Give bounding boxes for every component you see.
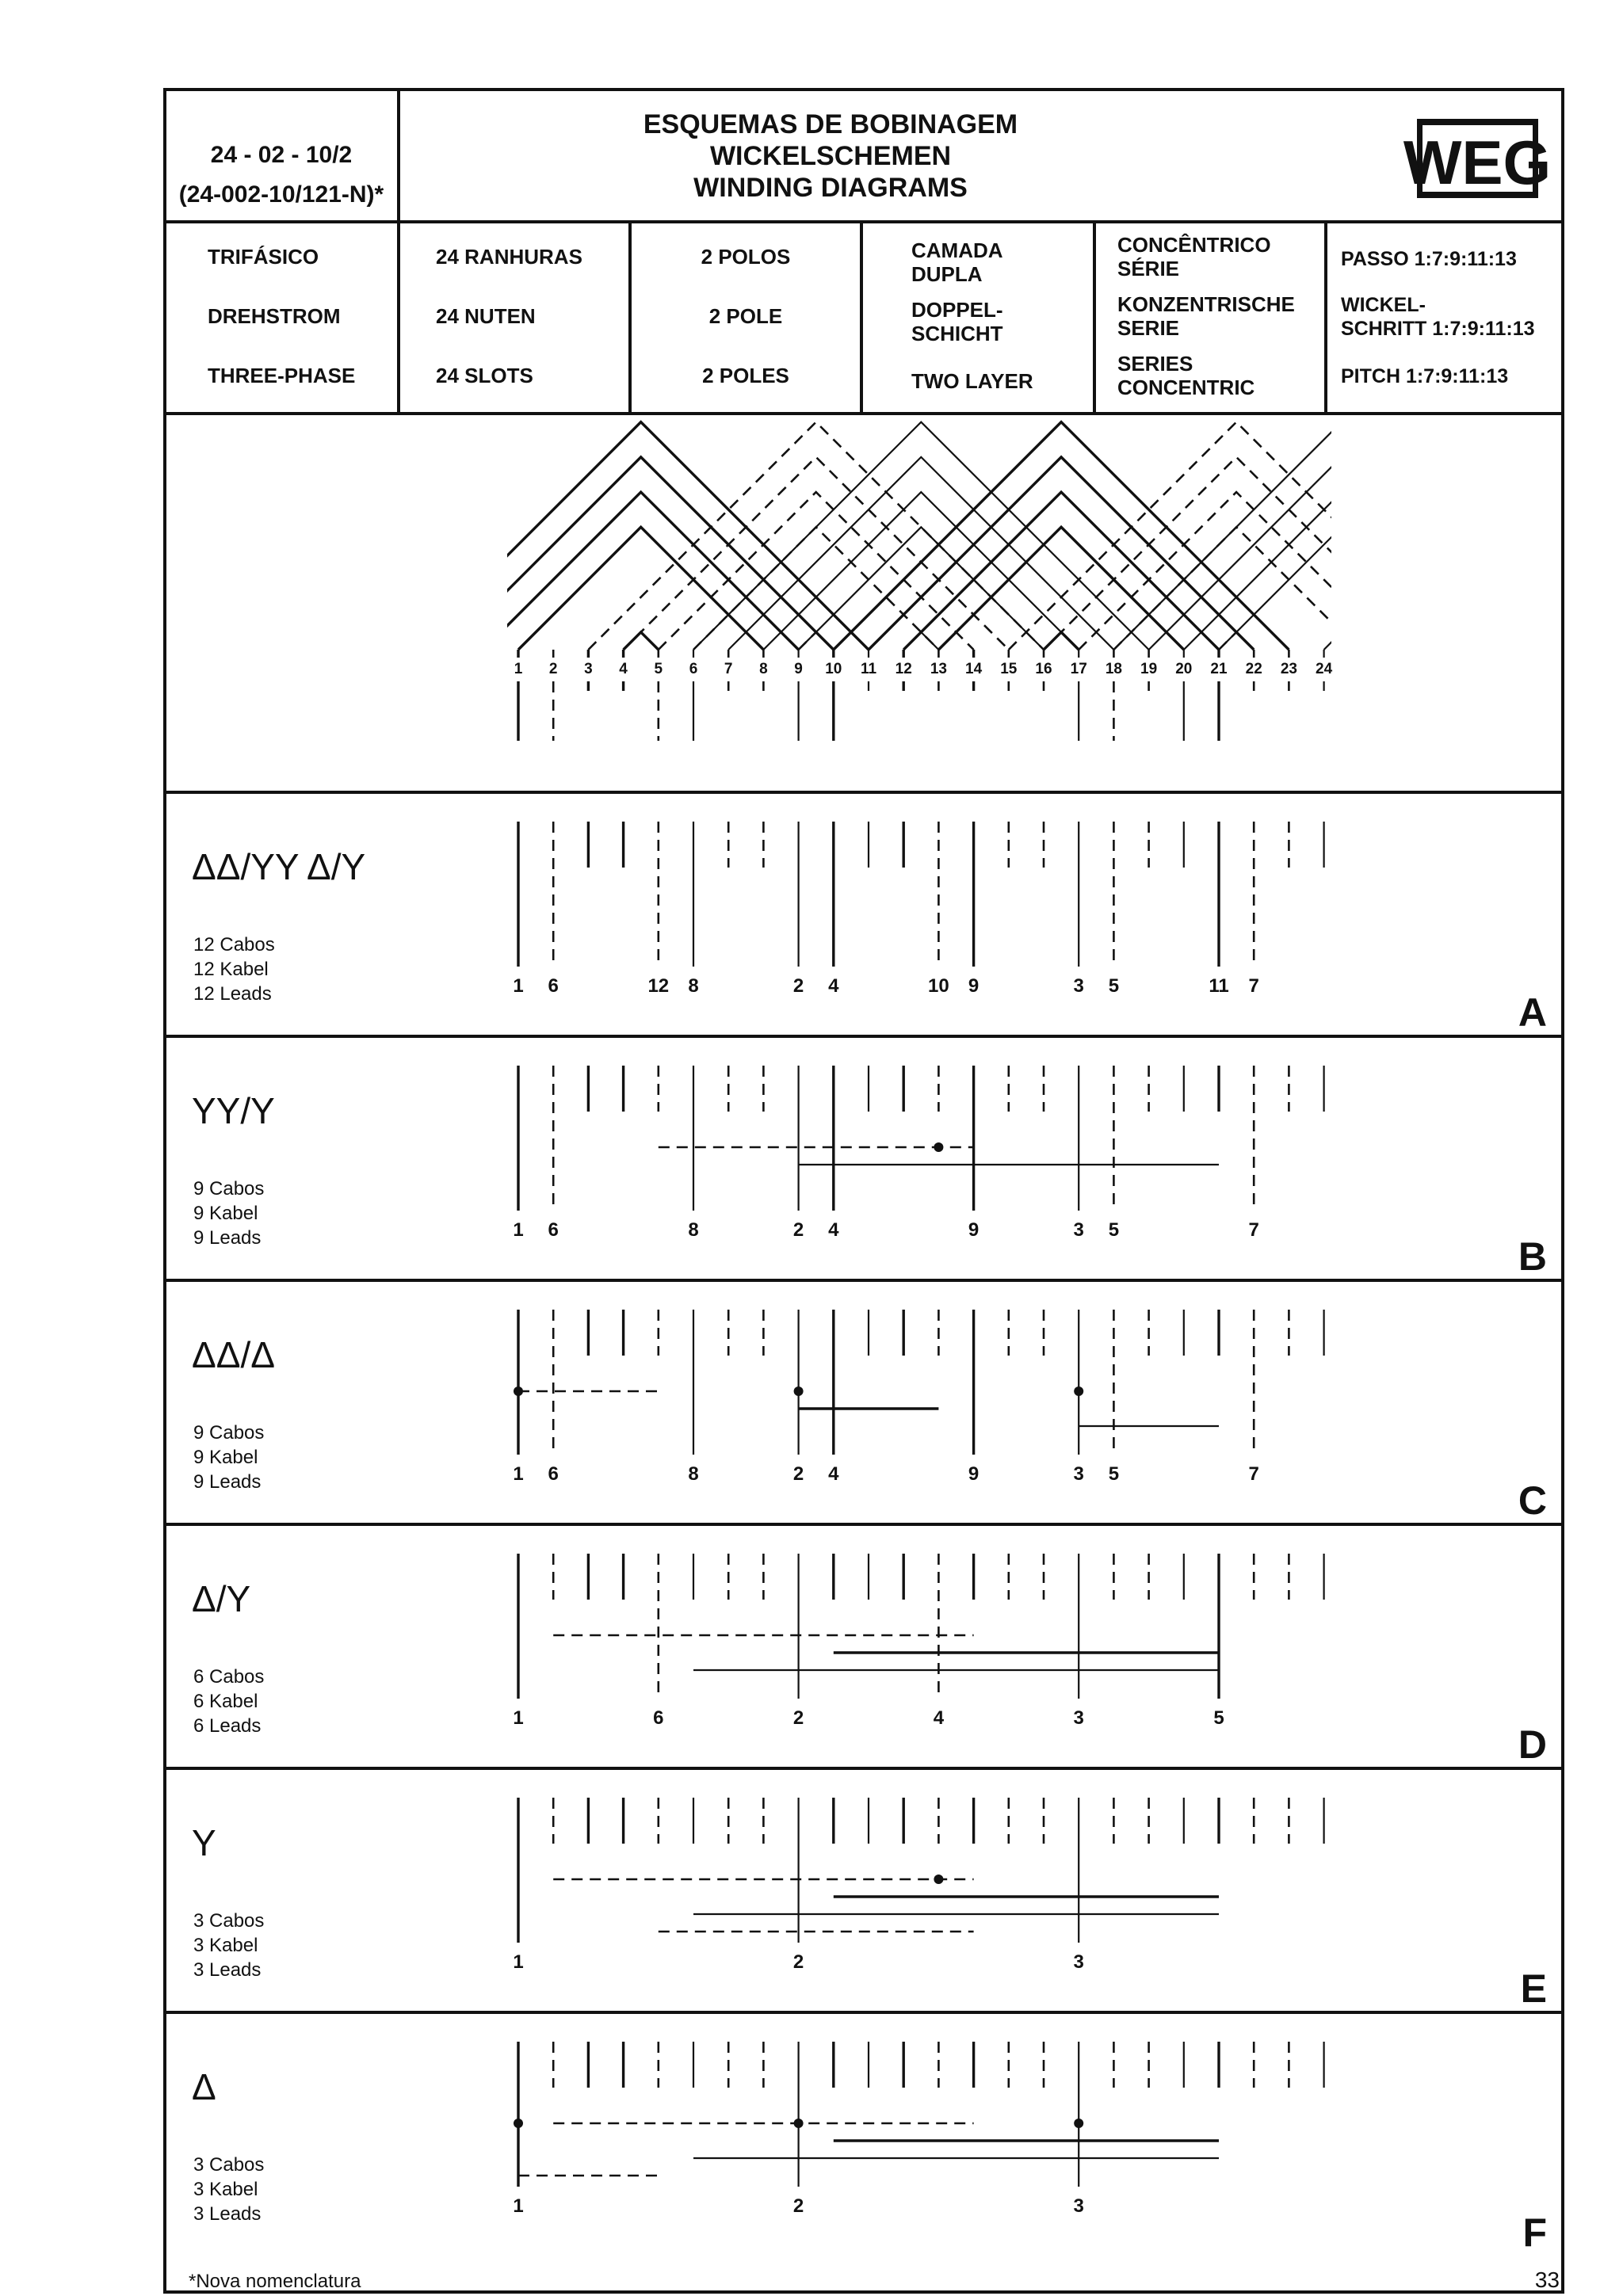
connection-symbol-A: ΔΔ/ΥΥ Δ/Υ [192,846,366,887]
footnote: *Nova nomenclatura [189,2271,361,2292]
lead-label-E-3: 3 [1073,1951,1084,1973]
svg-text:DUPLA: DUPLA [911,262,983,286]
slot-number-7: 7 [724,661,733,677]
spec-poles [701,245,791,387]
lead-label-C-4: 4 [828,1463,839,1485]
coil-5-0 [1324,632,1359,650]
section-B [165,1066,1563,1280]
slot-number-16: 16 [1035,661,1052,677]
lead-label-B-2: 2 [792,1219,804,1241]
slot-number-19: 19 [1140,661,1158,677]
svg-text:CAMADA: CAMADA [911,238,1003,262]
svg-text:PASSO 1:7:9:11:13: PASSO 1:7:9:11:13 [1341,248,1517,270]
slot-number-13: 13 [930,661,947,677]
lead-label-B-9: 9 [968,1219,980,1241]
lead-count-C-1: 9 Kabel [193,1447,258,1468]
lead-count-A-1: 12 Kabel [193,959,269,980]
svg-text:TWO LAYER: TWO LAYER [911,369,1033,393]
slot-number-2: 2 [548,661,558,677]
lead-label-A-4: 4 [828,975,839,997]
slot-number-21: 21 [1210,661,1228,677]
lead-label-B-1: 1 [513,1219,524,1241]
title-german: WICKELSCHEMEN [709,141,952,171]
lead-label-C-5: 5 [1108,1463,1120,1485]
lead-label-B-8: 8 [688,1219,699,1241]
coil-3-3 [869,457,1254,650]
svg-text:CONCENTRIC: CONCENTRIC [1117,376,1255,399]
lead-count-F-2: 3 Leads [193,2203,262,2225]
title-portuguese: ESQUEMAS DE BOBINAGEM [643,109,1018,139]
lead-label-A-10: 10 [928,975,949,997]
lead-label-E-1: 1 [513,1951,524,1973]
coil-3-0 [1044,632,1079,650]
svg-text:DREHSTROM: DREHSTROM [208,304,341,328]
lead-label-B-4: 4 [828,1219,839,1241]
connection-symbol-D: Δ/Υ [192,1578,251,1619]
lead-label-C-1: 1 [513,1463,524,1485]
svg-text:SÉRIE: SÉRIE [1117,257,1180,280]
slot-number-12: 12 [895,661,912,677]
svg-text:2 POLOS: 2 POLOS [701,245,791,269]
svg-text:2 POLES: 2 POLES [702,364,789,387]
lead-label-D-3: 3 [1073,1707,1084,1729]
section-F [192,2042,1547,2255]
connection-symbol-B: ΥΥ/Υ [192,1090,275,1131]
section-letter-A: A [1518,990,1547,1035]
section-D [165,1554,1563,1768]
svg-text:SERIE: SERIE [1117,316,1180,340]
slot-number-8: 8 [759,661,768,677]
svg-text:TRIFÁSICO: TRIFÁSICO [208,245,319,269]
connection-symbol-C: ΔΔ/Δ [192,1334,275,1375]
spec-pitch [1341,248,1535,387]
slot-number-20: 20 [1175,661,1193,677]
slot-number-14: 14 [965,661,983,677]
svg-text:PITCH 1:7:9:11:13: PITCH 1:7:9:11:13 [1341,365,1509,387]
connection-symbol-F: Δ [192,2066,216,2107]
lead-label-A-5: 5 [1108,975,1120,997]
svg-text:SCHRITT 1:7:9:11:13: SCHRITT 1:7:9:11:13 [1341,318,1535,340]
section-E [165,1798,1563,2012]
lead-count-B-1: 9 Kabel [193,1203,258,1224]
connection-symbol-E: Υ [192,1822,216,1863]
svg-text:SERIES: SERIES [1117,352,1193,376]
lead-label-C-9: 9 [968,1463,980,1485]
slot-number-6: 6 [689,661,698,677]
lead-count-C-0: 9 Cabos [193,1422,265,1444]
lead-label-B-3: 3 [1073,1219,1084,1241]
lead-count-D-1: 6 Kabel [193,1691,258,1712]
lead-label-A-1: 1 [513,975,524,997]
slot-number-24: 24 [1316,661,1333,677]
slot-number-4: 4 [619,661,628,677]
lead-count-F-1: 3 Kabel [193,2179,258,2200]
section-C [165,1310,1563,1524]
coil-1-0 [1219,632,1254,650]
lead-label-C-3: 3 [1073,1463,1084,1485]
lead-count-A-2: 12 Leads [193,983,272,1005]
lead-label-C-6: 6 [548,1463,559,1485]
lead-label-F-3: 3 [1073,2195,1084,2217]
svg-text:CONCÊNTRICO: CONCÊNTRICO [1117,233,1271,257]
svg-text:2 POLE: 2 POLE [708,304,783,328]
svg-text:24 SLOTS: 24 SLOTS [436,364,533,387]
weg-logo [1403,119,1551,198]
lead-label-C-7: 7 [1248,1463,1259,1485]
lead-label-A-3: 3 [1073,975,1084,997]
lead-count-D-2: 6 Leads [193,1715,262,1737]
slot-number-23: 23 [1280,661,1297,677]
spec-slots [436,245,582,387]
lead-label-A-9: 9 [968,975,980,997]
svg-text:WICKEL-: WICKEL- [1341,294,1426,316]
lead-count-B-0: 9 Cabos [193,1178,265,1199]
slot-number-17: 17 [1070,661,1087,677]
coil-5-3 [1149,457,1534,650]
svg-text:DOPPEL-: DOPPEL- [911,298,1003,322]
lead-count-B-2: 9 Leads [193,1227,262,1249]
sheet-frame [165,90,1563,2292]
slot-number-1: 1 [514,661,523,677]
lead-count-E-1: 3 Kabel [193,1935,258,1956]
coil-1-4 [1009,422,1465,650]
lead-label-A-2: 2 [792,975,804,997]
section-letter-D: D [1518,1722,1547,1767]
page-number: 33 [1534,2267,1560,2292]
lead-label-D-4: 4 [933,1707,945,1729]
lead-label-A-8: 8 [688,975,699,997]
lead-label-D-1: 1 [513,1707,524,1729]
coil-2-0 [624,632,659,650]
lead-label-D-6: 6 [653,1707,664,1729]
slot-number-15: 15 [1000,661,1018,677]
section-letter-F: F [1522,2210,1547,2255]
spec-winding-type [1117,233,1295,399]
lead-count-C-2: 9 Leads [193,1471,262,1493]
coil-diagram [413,422,1569,650]
lead-label-B-5: 5 [1108,1219,1120,1241]
slot-number-row [514,650,1333,741]
svg-text:KONZENTRISCHE: KONZENTRISCHE [1117,292,1295,316]
lead-label-A-11: 11 [1209,975,1229,997]
connection-sections [165,822,1563,2255]
lead-label-F-1: 1 [513,2195,524,2217]
lead-label-B-7: 7 [1248,1219,1259,1241]
spec-layer [911,238,1033,393]
svg-text:WEG: WEG [1403,128,1552,197]
scheme-code: 24 - 02 - 10/2 [210,142,353,168]
title-english: WINDING DIAGRAMS [693,173,968,203]
lead-label-D-2: 2 [792,1707,804,1729]
lead-label-C-8: 8 [688,1463,699,1485]
slot-number-9: 9 [794,661,803,677]
section-letter-C: C [1518,1478,1547,1523]
svg-text:24 NUTEN: 24 NUTEN [436,304,536,328]
coil-4-0 [903,632,938,650]
svg-text:24 RANHURAS: 24 RANHURAS [436,245,582,269]
lead-count-A-0: 12 Cabos [193,934,275,955]
lead-count-D-0: 6 Cabos [193,1666,265,1688]
lead-label-A-12: 12 [647,975,670,997]
slot-number-3: 3 [584,661,593,677]
slot-number-5: 5 [654,661,663,677]
lead-label-D-5: 5 [1213,1707,1224,1729]
lead-count-E-0: 3 Cabos [193,1910,265,1932]
slot-number-11: 11 [860,661,877,677]
section-A [165,822,1563,1036]
scheme-code-new: (24-002-10/121-N)* [178,181,384,208]
slot-number-10: 10 [825,661,842,677]
lead-label-E-2: 2 [792,1951,804,1973]
lead-count-F-0: 3 Cabos [193,2154,265,2176]
lead-label-B-6: 6 [548,1219,559,1241]
spec-phase [208,245,355,387]
slot-number-18: 18 [1105,661,1122,677]
coil-0-0 [799,632,834,650]
lead-label-A-6: 6 [548,975,559,997]
svg-text:SCHICHT: SCHICHT [911,322,1003,345]
svg-text:THREE-PHASE: THREE-PHASE [208,364,356,387]
coil-2-3 [449,457,834,650]
lead-label-C-2: 2 [792,1463,804,1485]
coil-1-3 [1044,457,1429,650]
coil-5-1 [1219,527,1464,650]
coil-4-3 [728,457,1113,650]
slot-number-22: 22 [1245,661,1262,677]
lead-label-F-2: 2 [792,2195,804,2217]
section-letter-B: B [1518,1234,1547,1279]
lead-label-A-7: 7 [1248,975,1259,997]
lead-count-E-2: 3 Leads [193,1959,262,1981]
section-letter-E: E [1520,1966,1547,2011]
